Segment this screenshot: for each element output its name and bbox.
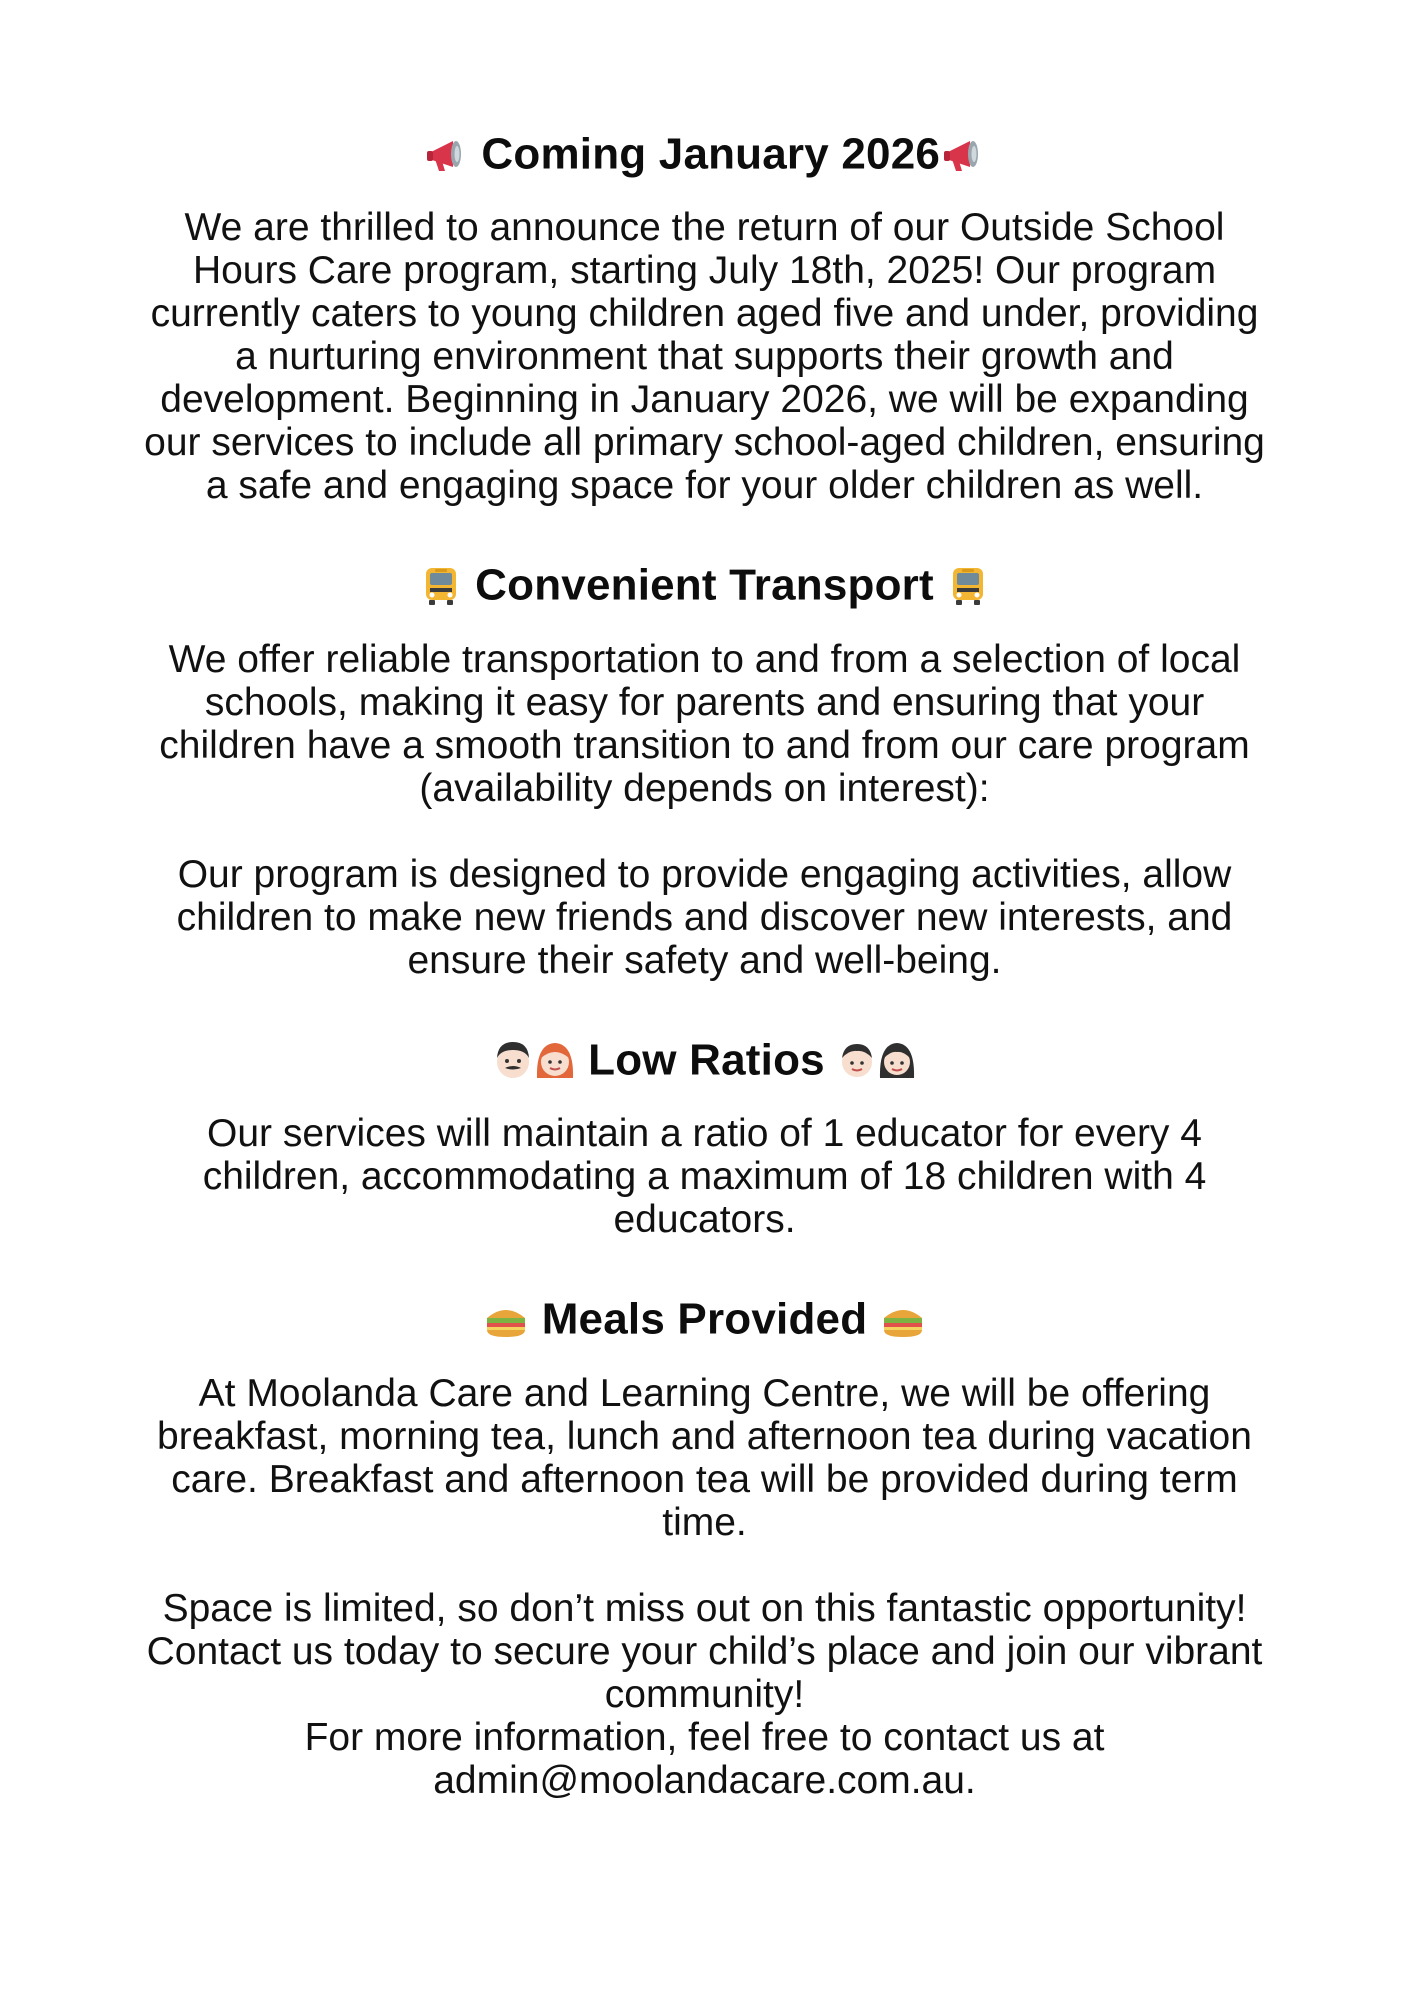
sandwich-icon — [483, 1300, 529, 1340]
heading-coming-january — [140, 122, 1269, 184]
heading-convenient-transport — [140, 553, 1269, 615]
paragraph-meals: At Moolanda Care and Learning Centre, we will be offering breakfast, morning tea, lunch and afternoon tea during vacation care. Breakfast and afternoon tea will be provided during term time. — [157, 1371, 1252, 1544]
heading-text: Coming January 2026 — [481, 129, 941, 179]
heading-text: Meals Provided — [541, 1294, 868, 1344]
heading-text: Low Ratios — [588, 1035, 825, 1085]
heading-meals-provided — [140, 1287, 1269, 1349]
girl-face-icon — [877, 1038, 917, 1082]
bus-icon — [946, 564, 990, 608]
heading-text: Convenient Transport — [475, 560, 934, 610]
flyer-content — [140, 122, 1269, 1802]
woman-face-icon — [534, 1038, 576, 1082]
bus-icon — [419, 564, 463, 608]
boy-face-icon — [837, 1038, 877, 1082]
paragraph-transport: We offer reliable transportation to and from a selection of local schools, making it easy for parents and ensuring that your children have a smooth transition to and from our care program (availability depends on interest): — [159, 637, 1250, 810]
paragraph-announcement: We are thrilled to announce the return of our Outside School Hours Care program, starting July 18th, 2025! Our program currently caters to young children aged five and under, providing a nurturing environment that supports their growth and development. Beginning in January 2026, we will be expanding our services to include all primary school-aged children, ensuring a safe and engaging space for your older children as well. — [144, 206, 1265, 508]
paragraph-space-limited: Space is limited, so don’t miss out on this fantastic opportunity! Contact us today to secure your child’s place and join our vibrant community! — [146, 1586, 1263, 1716]
heading-low-ratios — [140, 1028, 1269, 1090]
sandwich-icon — [880, 1300, 926, 1340]
man-face-icon — [492, 1038, 534, 1082]
megaphone-icon — [423, 133, 469, 175]
megaphone-icon — [940, 133, 986, 175]
paragraph-ratios: Our services will maintain a ratio of 1 educator for every 4 children, accommodating a maximum of 18 children with 4 educators. — [202, 1112, 1207, 1242]
paragraph-contact: For more information, feel free to contact us at admin@moolandacare.com.au. — [304, 1715, 1105, 1802]
paragraph-program: Our program is designed to provide engaging activities, allow children to make new friends and discover new interests, and ensure their safety and well-being. — [176, 852, 1233, 982]
